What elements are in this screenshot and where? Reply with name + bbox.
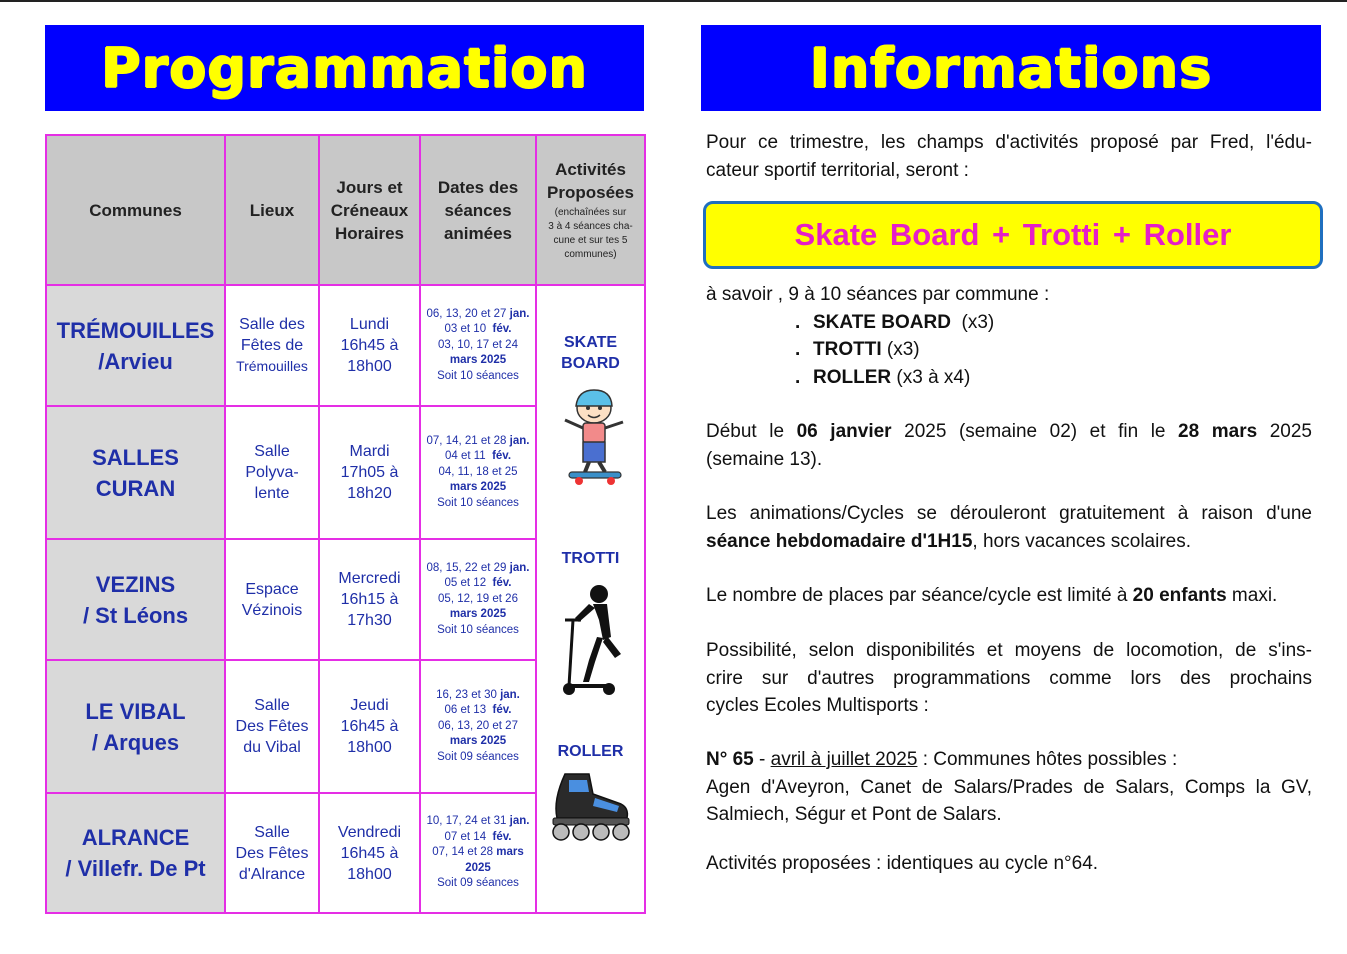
schedule-table [45, 134, 646, 914]
lieu-cell: Salle des Fêtes de Trémouilles [225, 285, 319, 406]
commune-cell: VEZINS / St Léons [46, 539, 225, 660]
header-activites: Activités Proposées (enchaînées sur 3 à 4 séances cha- cune et sur tes 5 communes) [536, 135, 645, 285]
jour-cell: Jeudi 16h45 à 18h00 [319, 660, 420, 793]
commune-cell: LE VIBAL / Arques [46, 660, 225, 793]
jour-cell: Vendredi 16h45 à 18h00 [319, 793, 420, 913]
table-header-row [46, 135, 645, 285]
header-communes: Communes [46, 135, 225, 285]
dates-cell: 16, 23 et 30 jan. 06 et 13 fév. 06, 13, 20 et 27 mars 2025 Soit 09 séances [420, 660, 536, 793]
places-paragraph: Le nombre de places par séance/cycle est limité à 20 enfants maxi. [706, 585, 1278, 606]
dates-cell: 06, 13, 20 et 27 jan. 03 et 10 fév. 03, 10, 17 et 24 mars 2025 Soit 10 séances [420, 285, 536, 406]
bullet-roller: . ROLLER (x3 à x4) [795, 367, 971, 388]
commune-cell: ALRANCE / Villefr. De Pt [46, 793, 225, 913]
scooter-rider-icon [559, 582, 625, 697]
lieu-cell: Espace Vézinois [225, 539, 319, 660]
programmation-banner [45, 25, 644, 111]
lieu-cell: Salle Des Fêtes du Vibal [225, 660, 319, 793]
bullet-skate: . SKATE BOARD (x3) [795, 312, 995, 333]
intro-paragraph: Pour ce trimestre, les champs d'activités proposé par Fred, l'édu- cateur sportif territorial, seront : [706, 132, 1312, 181]
possibilite-paragraph: Possibilité, selon disponibilités et moyens de locomotion, de s'ins- crire sur d'autres programmations comme lors des prochains cycles Ecoles Multisports : [706, 640, 1312, 716]
activities-highlight-text: Skate Board + Trotti + Roller [794, 217, 1232, 252]
next-cycle-paragraph: N° 65 - avril à juillet 2025 : Communes hôtes possibles : Agen d'Aveyron, Canet de Salars/Prades de Salars, Comps la GV, Salmiech, Ségur et Pont de Salars. [706, 749, 1312, 825]
commune-cell: TRÉMOUILLES /Arvieu [46, 285, 225, 406]
programmation-title: Programmation [101, 36, 588, 100]
dates-cell: 10, 17, 24 et 31 jan. 07 et 14 fév. 07, 14 et 28 mars 2025 Soit 09 séances [420, 793, 536, 913]
skateboarder-icon [559, 386, 629, 486]
header-lieux: Lieux [225, 135, 319, 285]
activity-trotti-label: TROTTI [561, 550, 620, 567]
top-border [0, 0, 1347, 2]
jour-cell: Lundi 16h45 à 18h00 [319, 285, 420, 406]
lieu-cell: Salle Polyva- lente [225, 406, 319, 539]
header-activites-note: (enchaînées sur 3 à 4 séances cha- cune et sur tes 5 communes) [548, 207, 633, 260]
activities-cell [536, 285, 645, 913]
savoir-line: à savoir , 9 à 10 séances par commune : [706, 284, 1050, 305]
activities-highlight-box [703, 201, 1323, 269]
informations-banner [701, 25, 1321, 111]
lieu-cell: Salle Des Fêtes d'Alrance [225, 793, 319, 913]
bullet-trotti: . TROTTI (x3) [795, 339, 920, 360]
dates-cell: 08, 15, 22 et 29 jan. 05 et 12 fév. 05, 12, 19 et 26 mars 2025 Soit 10 séances [420, 539, 536, 660]
table-row [46, 285, 645, 406]
commune-cell: SALLES CURAN [46, 406, 225, 539]
jour-cell: Mardi 17h05 à 18h20 [319, 406, 420, 539]
activity-skate-label: SKATE BOARD [561, 334, 620, 372]
activity-roller-label: ROLLER [557, 743, 624, 760]
jour-cell: Mercredi 16h15 à 17h30 [319, 539, 420, 660]
dates-paragraph: Début le 06 janvier 2025 (semaine 02) et fin le 28 mars 2025 (semaine 13). [706, 421, 1312, 470]
header-jours: Jours et Créneaux Horaires [319, 135, 420, 285]
dates-cell: 07, 14, 21 et 28 jan. 04 et 11 fév. 04, 11, 18 et 25 mars 2025 Soit 10 séances [420, 406, 536, 539]
animations-paragraph: Les animations/Cycles se dérouleront gratuitement à raison d'une séance hebdomadaire d'1H15, hors vacances scolaires. [706, 503, 1312, 552]
header-dates: Dates des séances animées [420, 135, 536, 285]
activites-proposees-line: Activités proposées : identiques au cycle n°64. [706, 853, 1099, 874]
informations-title: Informations [809, 36, 1213, 100]
inline-skate-icon [543, 770, 635, 842]
